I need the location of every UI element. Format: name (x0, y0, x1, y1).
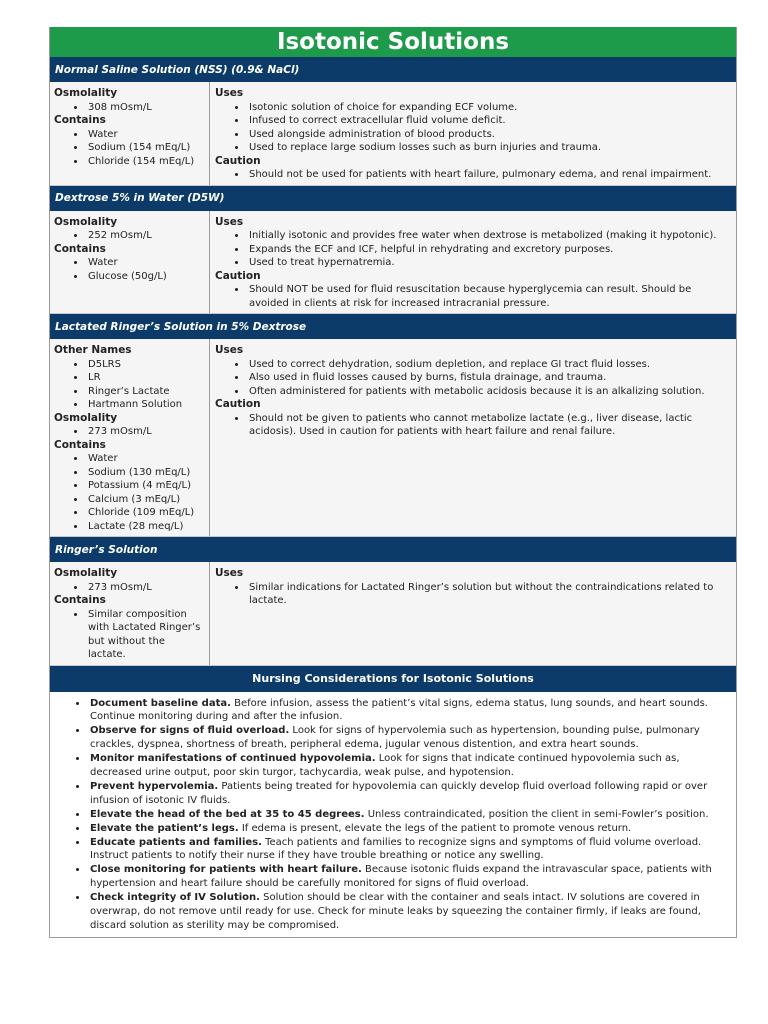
section-body-lr (50, 339, 736, 537)
field-label: Uses (215, 87, 244, 99)
field-list (54, 608, 205, 662)
list-item: • Water (86, 452, 205, 466)
consideration-title: Document baseline data. (90, 697, 231, 709)
field-list (215, 229, 730, 270)
nursing-consideration-item (88, 780, 728, 808)
uses-column (210, 211, 736, 314)
field-list (54, 256, 205, 283)
consideration-title: Close monitoring for patients with heart failure. (90, 864, 362, 876)
uses-column (210, 562, 736, 665)
list-item: • Chloride (154 mEq/L) (86, 155, 205, 169)
nursing-consideration-item (88, 822, 728, 836)
consideration-text: Before infusion, assess the patient’s vital signs, edema status, lung sounds, and heart sounds. Continue monitoring during and after the infusion. (90, 697, 708, 723)
field-list (54, 358, 205, 412)
page-title: Isotonic Solutions (50, 27, 736, 57)
field-list (54, 581, 205, 595)
field-list (54, 425, 205, 439)
field-list (215, 101, 730, 155)
list-item: • Sodium (130 mEq/L) (86, 466, 205, 480)
nursing-consideration-item (88, 697, 728, 725)
nursing-consideration-item (88, 891, 728, 933)
section-heading-ringer: Ringer’s Solution (50, 537, 736, 562)
consideration-text: Solution should be clear with the container and seals intact. IV solutions are covered in overwrap, do not remove until ready for use. Check for minute leaks by squeezing the container firmly, if leaks are found, discard solution as sterility may be compromised. (90, 892, 701, 931)
consideration-text: Look for signs of hypervolemia such as hypertension, bounding pulse, pulmonary crackles, dyspnea, shortness of breath, peripheral edema, jugular venous distention, and extra heart sounds. (90, 725, 700, 751)
properties-column (50, 562, 210, 665)
nursing-consideration-item (88, 836, 728, 864)
consideration-title: Check integrity of IV Solution. (90, 892, 260, 904)
field-label: Caution (215, 398, 261, 410)
field-label: Osmolality (54, 87, 118, 99)
list-item: • Infused to correct extracellular fluid volume deficit. (247, 114, 730, 128)
list-item: • Should NOT be used for fluid resuscitation because hyperglycemia can result. Should be avoided in clients at risk for increased intracranial pressure. (247, 283, 730, 310)
field-label: Uses (215, 567, 244, 579)
isotonic-solutions-sheet (49, 27, 737, 938)
list-item: • Chloride (109 mEq/L) (86, 506, 205, 520)
list-item: • Used alongside administration of blood products. (247, 128, 730, 142)
nursing-consideration-item (88, 863, 728, 891)
field-label: Caution (215, 269, 261, 282)
list-item: • 308 mOsm/L (86, 101, 205, 115)
list-item: • 273 mOsm/L (86, 425, 205, 439)
consideration-text: Because isotonic fluids expand the intravascular space, patients with hypertension and heart failure should be carefully monitored for signs of fluid overload. (90, 864, 712, 890)
consideration-text: Unless contraindicated, position the client in semi-Fowler’s position. (364, 808, 709, 820)
field-label: Osmolality (54, 215, 118, 228)
list-item: • Used to replace large sodium losses such as burn injuries and trauma. (247, 141, 730, 155)
list-item: • Lactate (28 meq/L) (86, 520, 205, 534)
properties-column (50, 82, 210, 185)
consideration-title: Elevate the patient’s legs. (90, 822, 239, 834)
consideration-text: If edema is present, elevate the legs of the patient to promote venous return. (238, 822, 632, 834)
list-item: • Should not be given to patients who cannot metabolize lactate (e.g., liver disease, lactic acidosis). Used in caution for patients with heart failure and renal failure. (247, 412, 730, 439)
properties-column (50, 339, 210, 536)
field-list (215, 412, 730, 439)
list-item: • Water (86, 256, 205, 270)
field-list (54, 452, 205, 533)
section-body-nss (50, 82, 736, 186)
section-body-d5w (50, 211, 736, 315)
field-label: Caution (215, 154, 261, 167)
list-item: • LR (86, 371, 205, 385)
section-heading-d5w: Dextrose 5% in Water (D5W) (50, 186, 736, 211)
field-list (54, 128, 205, 169)
field-label: Osmolality (54, 567, 118, 579)
consideration-title: Elevate the head of the bed at 35 to 45 degrees. (90, 808, 365, 820)
consideration-title: Prevent hypervolemia. (90, 780, 219, 792)
list-item: • Often administered for patients with metabolic acidosis because it is an alkalizing solution. (247, 385, 730, 399)
list-item: • Isotonic solution of choice for expanding ECF volume. (247, 101, 730, 115)
list-item: • Potassium (4 mEq/L) (86, 479, 205, 493)
nursing-considerations-body (50, 692, 736, 938)
list-item: • Hartmann Solution (86, 398, 205, 412)
field-label: Osmolality (54, 411, 118, 424)
solution-sections (50, 57, 736, 666)
consideration-title: Observe for signs of fluid overload. (90, 725, 290, 737)
list-item: • Initially isotonic and provides free water when dextrose is metabolized (making it hypotonic). (247, 229, 730, 243)
field-list (215, 283, 730, 310)
consideration-text: Look for signs that indicate continued hypovolemia such as, decreased urine output, poor skin turgor, tachycardia, weak pulse, and hypotension. (90, 753, 680, 779)
consideration-text: Patients being treated for hypovolemia can quickly develop fluid overload following rapid or over infusion of isotonic IV fluids. (90, 780, 708, 806)
section-heading-nss: Normal Saline Solution (NSS) (0.9& NaCl) (50, 57, 736, 82)
uses-column (210, 339, 736, 536)
properties-column (50, 211, 210, 314)
list-item: • Should not be used for patients with heart failure, pulmonary edema, and renal impairment. (247, 168, 730, 182)
field-label: Contains (54, 114, 106, 126)
uses-column (210, 82, 736, 185)
field-list (215, 168, 730, 182)
list-item: • Ringer’s Lactate (86, 385, 205, 399)
section-heading-lr: Lactated Ringer’s Solution in 5% Dextrose (50, 314, 736, 339)
nursing-considerations-list (58, 697, 728, 933)
list-item: • D5LRS (86, 358, 205, 372)
consideration-title: Educate patients and families. (90, 836, 262, 848)
nursing-consideration-item (88, 752, 728, 780)
list-item: • 273 mOsm/L (86, 581, 205, 595)
list-item: • Used to treat hypernatremia. (247, 256, 730, 270)
field-list (54, 229, 205, 243)
field-list (54, 101, 205, 115)
list-item: • Similar composition with Lactated Ringer’s but without the lactate. (86, 608, 205, 662)
list-item: • Similar indications for Lactated Ringer’s solution but without the contraindications related to lactate. (247, 581, 730, 608)
section-body-ringer (50, 562, 736, 666)
nursing-consideration-item (88, 724, 728, 752)
list-item: • Calcium (3 mEq/L) (86, 493, 205, 507)
list-item: • Used to correct dehydration, sodium depletion, and replace GI tract fluid losses. (247, 358, 730, 372)
consideration-text: Teach patients and families to recognize signs and symptoms of fluid volume overload. Instruct patients to notify their nurse if they have trouble breathing or notice any swelling. (90, 836, 702, 862)
list-item: • Expands the ECF and ICF, helpful in rehydrating and excretory purposes. (247, 243, 730, 257)
field-label: Other Names (54, 344, 132, 356)
list-item: • Sodium (154 mEq/L) (86, 141, 205, 155)
field-label: Contains (54, 594, 106, 606)
nursing-considerations-heading: Nursing Considerations for Isotonic Solutions (50, 666, 736, 692)
list-item: • 252 mOsm/L (86, 229, 205, 243)
field-label: Contains (54, 438, 106, 451)
list-item: • Also used in fluid losses caused by burns, fistula drainage, and trauma. (247, 371, 730, 385)
field-list (215, 358, 730, 399)
list-item: • Glucose (50g/L) (86, 270, 205, 284)
field-label: Uses (215, 344, 244, 356)
field-label: Contains (54, 242, 106, 255)
field-list (215, 581, 730, 608)
consideration-title: Monitor manifestations of continued hypovolemia. (90, 753, 376, 765)
field-label: Uses (215, 215, 244, 228)
list-item: • Water (86, 128, 205, 142)
nursing-consideration-item (88, 808, 728, 822)
